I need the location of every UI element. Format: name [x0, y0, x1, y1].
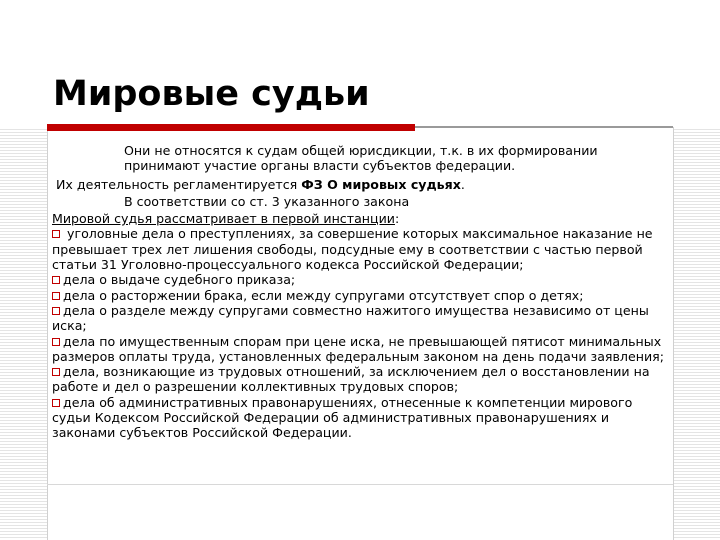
square-bullet-icon: [52, 399, 60, 407]
list-item: [52, 288, 664, 303]
list-item-text: дела об административных правонарушениях, отнесенные к компетенции мирового судьи Кодексом Российской Федерации об административных правонарушениях и законами субъектов Российской Федерации.: [52, 394, 633, 441]
square-bullet-icon: [52, 230, 60, 238]
regulation-text: Их деятельность регламентируется: [52, 176, 302, 192]
list-item-text: дела о выдаче судебного приказа;: [63, 272, 296, 288]
slide-body: [52, 143, 664, 441]
list-item-text: дела о расторжении брака, если между супругами отсутствует спор о детях;: [63, 287, 584, 303]
list-item: [52, 334, 664, 365]
slide-title: Мировые судьи: [53, 74, 370, 114]
square-bullet-icon: [52, 276, 60, 284]
regulation-end: .: [460, 176, 465, 192]
paragraph-article: В соответствии со ст. 3 указанного закона: [124, 193, 410, 209]
list-item: [52, 395, 664, 441]
title-accent-bar: [47, 124, 415, 131]
first-instance-heading: Мировой судья рассматривает в первой инстанции: [52, 211, 395, 227]
paragraph-first-instance: [52, 211, 664, 226]
square-bullet-icon: [52, 338, 60, 346]
list-item: [52, 272, 664, 287]
paragraph-jurisdiction: Они не относятся к судам общей юрисдикции, т.к. в их формировании принимают участие органы власти субъектов федерации.: [124, 143, 598, 174]
right-guide-line: [673, 127, 674, 540]
list-item: [52, 364, 664, 395]
bottom-guide-line: [47, 484, 673, 485]
square-bullet-icon: [52, 368, 60, 376]
left-guide-line: [47, 127, 48, 540]
paragraph-regulation: [52, 177, 664, 192]
list-item: [52, 303, 664, 334]
square-bullet-icon: [52, 307, 60, 315]
list-item-text: дела, возникающие из трудовых отношений, за исключением дел о восстановлении на работе и дел о разрешении коллективных трудовых споров;: [52, 364, 650, 395]
law-name: ФЗ О мировых судьях: [301, 176, 461, 192]
title-rule-line: [415, 126, 673, 128]
list-item: [52, 226, 664, 272]
list-item-text: уголовные дела о преступлениях, за совершение которых максимальное наказание не превышает трех лет лишения свободы, подсудные ему в соответствии с частью первой статьи 31 Уголовно-процессуального кодекса Российской Федерации;: [52, 226, 653, 273]
list-item-text: дела по имущественным спорам при цене иска, не превышающей пятисот минимальных размеров оплаты труда, установленных федеральным законом на день подачи заявления;: [52, 333, 664, 364]
first-instance-colon: :: [394, 211, 400, 227]
list-item-text: дела о разделе между супругами совместно нажитого имущества независимо от цены иска;: [52, 302, 649, 334]
square-bullet-icon: [52, 292, 60, 300]
